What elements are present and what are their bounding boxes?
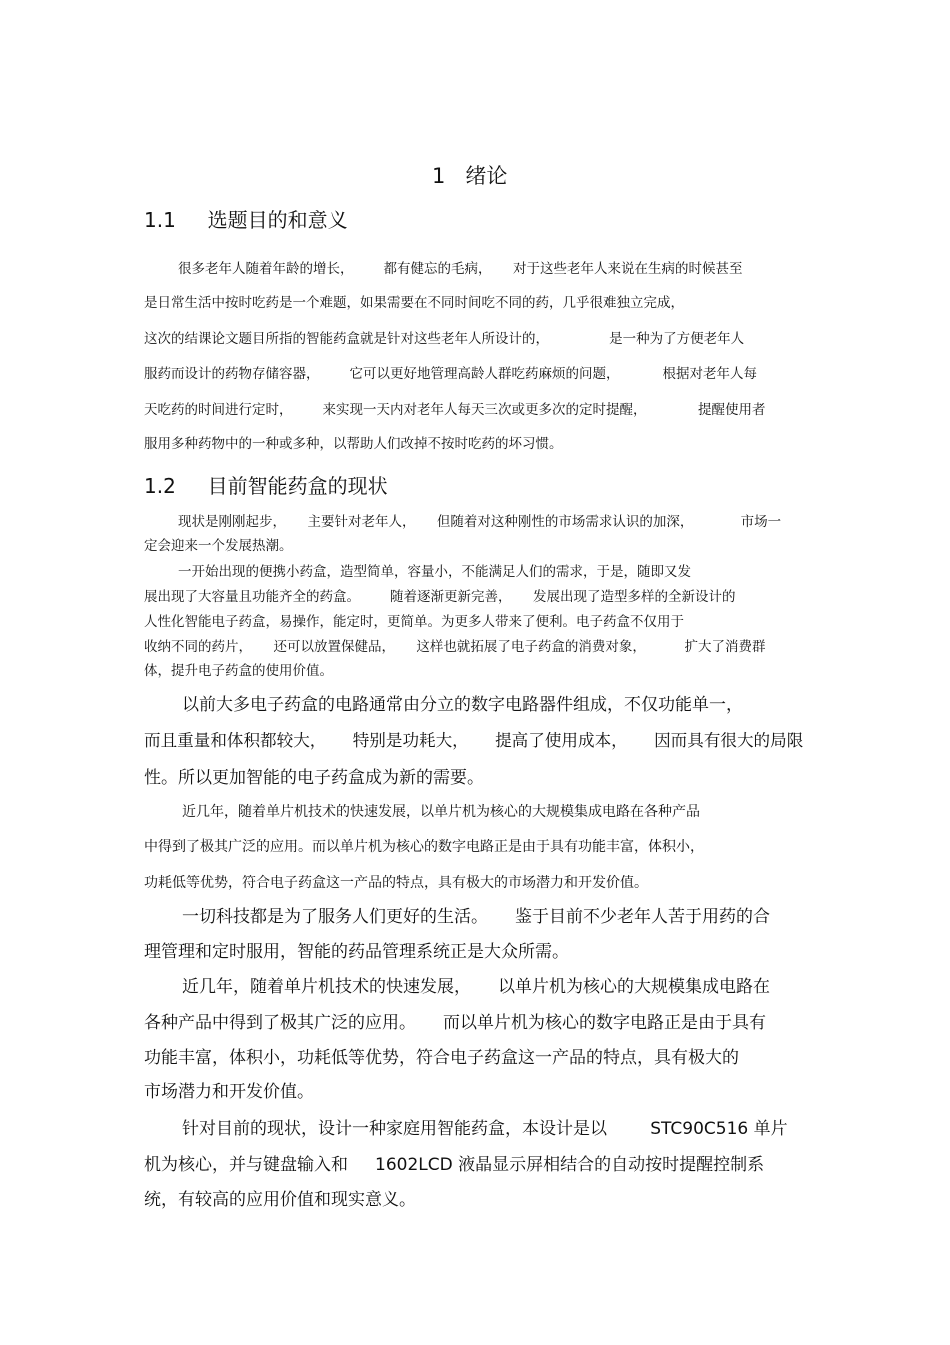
paragraph-line: 近几年，随着单片机技术的快速发展，以单片机为核心的大规模集成电路在各种产品 [182,804,700,820]
paragraph-line: 机为核心，并与键盘输入和 1602LCD 液晶显示屏相结合的自动按时提醒控制系 [144,1155,765,1175]
paragraph-line: 而且重量和体积都较大， 特别是功耗大， 提高了使用成本， 因而具有很大的局限 [144,731,804,750]
paragraph-line: 统，有较高的应用价值和现实意义。 [144,1190,416,1210]
paragraph-line: 理管理和定时服用，智能的药品管理系统正是大众所需。 [144,942,569,962]
chapter-title: 1 绪论 [432,164,508,188]
paragraph-line: 服药而设计的药物存储容器， 它可以更好地管理高龄人群吃药麻烦的问题， 根据对老年人每 [144,366,757,382]
paragraph-line: 展出现了大容量且功能齐全的药盒。 随着逐渐更新完善， 发展出现了造型多样的全新设计的 [144,589,736,605]
section-heading: 1.2 目前智能药盒的现状 [144,474,388,498]
paragraph-line: 体，提升电子药盒的使用价值。 [144,663,333,679]
paragraph-line: 这次的结课论文题目所指的智能药盒就是针对这些老年人所设计的， 是一种为了方便老年人 [144,331,745,347]
paragraph-line: 是日常生活中按时吃药是一个难题，如果需要在不同时间吃不同的药，几乎很难独立完成， [144,295,684,311]
paragraph-line: 功耗低等优势，符合电子药盒这一产品的特点，具有极大的市场潜力和开发价值。 [144,875,648,891]
paragraph-line: 中得到了极其广泛的应用。而以单片机为核心的数字电路正是由于具有功能丰富，体积小， [144,839,704,855]
paragraph-line: 近几年，随着单片机技术的快速发展， 以单片机为核心的大规模集成电路在 [182,977,771,997]
section-heading: 1.1 选题目的和意义 [144,208,348,232]
paragraph-line: 以前大多电子药盒的电路通常由分立的数字电路器件组成，不仅功能单一， [182,695,743,715]
paragraph-line: 性。所以更加智能的电子药盒成为新的需要。 [144,768,484,788]
paragraph-line: 收纳不同的药片， 还可以放置保健品， 这样也就拓展了电子药盒的消费对象， 扩大了消费群 [144,639,766,655]
paragraph-line: 定会迎来一个发展热潮。 [144,538,293,554]
paragraph-line: 很多老年人随着年龄的增长， 都有健忘的毛病， 对于这些老年人来说在生病的时候甚至 [178,261,743,277]
paragraph-line: 一切科技都是为了服务人们更好的生活。 鉴于目前不少老年人苦于用药的合 [182,907,771,927]
paragraph-line: 一开始出现的便携小药盒，造型简单，容量小，不能满足人们的需求，于是，随即又发 [178,564,691,580]
paragraph-line: 天吃药的时间进行定时， 来实现一天内对老年人每天三次或更多次的定时提醒， 提醒使用者 [144,402,766,418]
paragraph-line: 现状是刚刚起步， 主要针对老年人， 但随着对这种刚性的市场需求认识的加深， 市场一 [178,514,782,530]
paragraph-line: 人性化智能电子药盒，易操作，能定时，更简单。为更多人带来了便利。电子药盒不仅用于 [144,614,684,630]
paragraph-line: 功能丰富，体积小，功耗低等优势，符合电子药盒这一产品的特点，具有极大的 [144,1048,739,1068]
paragraph-line: 市场潜力和开发价值。 [144,1082,314,1102]
paragraph-line: 服用多种药物中的一种或多种，以帮助人们改掉不按时吃药的坏习惯。 [144,436,563,452]
paragraph-line: 针对目前的现状，设计一种家庭用智能药盒，本设计是以 STC90C516 单片 [182,1119,788,1139]
paragraph-line: 各种产品中得到了极其广泛的应用。 而以单片机为核心的数字电路正是由于具有 [144,1013,767,1033]
